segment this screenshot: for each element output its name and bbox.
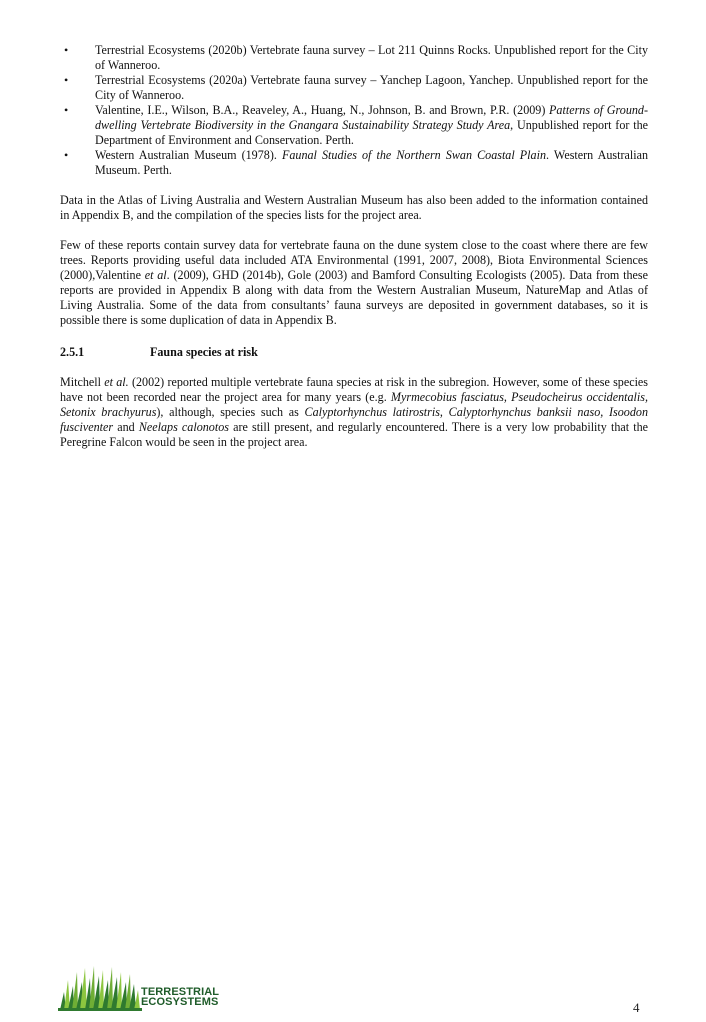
bullet-icon: • <box>64 43 69 57</box>
italic-text: et al. <box>104 375 129 389</box>
logo-wordmark <box>141 987 219 1007</box>
section-number: 2.5.1 <box>60 345 85 359</box>
reference-item <box>60 103 648 148</box>
italic-text: Patterns of Ground-dwelling Vertebrate Biodiversity in the Gnangara Sustainability Strategy Study Area <box>95 103 648 132</box>
reference-item <box>60 73 648 103</box>
italic-text: Faunal Studies of the Northern Swan Coastal Plain <box>281 148 546 162</box>
italic-text: et al <box>144 268 167 282</box>
paragraph-data-sources: Data in the Atlas of Living Australia and Western Australian Museum has also been added to the information contained in Appendix B, and the compilation of the species lists for the project area. <box>60 193 648 222</box>
reference-text: Valentine, I.E., Wilson, B.A., Reaveley, A., Huang, N., Johnson, B. and Brown, P.R. (2009) Patterns of Ground-dwelling Vertebrate Biodiversity in the Gnangara Sustainability Strategy Study Area, Unpublished report for the Department of Environment and Conservation. Perth. <box>95 103 648 147</box>
logo-line-1: TERRESTRIAL <box>141 986 220 998</box>
reference-text: Western Australian Museum (1978). Faunal Studies of the Northern Swan Coastal Plain. Western Australian Museum. Perth. <box>95 148 649 177</box>
bullet-icon: • <box>64 103 69 117</box>
page-number: 4 <box>633 1000 640 1015</box>
section-title: Fauna species at risk <box>150 345 258 359</box>
italic-text: Myrmecobius fasciatus, Pseudocheirus occidentalis, Setonix brachyurus <box>60 390 648 419</box>
logo-line-2: ECOSYSTEMS <box>141 996 219 1008</box>
section-heading <box>60 345 648 360</box>
reference-item <box>60 148 648 178</box>
italic-text: Neelaps calonotos <box>138 420 229 434</box>
bullet-icon: • <box>64 73 69 87</box>
paragraph-species-at-risk: Mitchell et al. (2002) reported multiple vertebrate fauna species at risk in the subregion. However, some of these species have not been recorded near the project area for many years (e.g. Myrmecobius fasciatus, Pseudocheirus occidentalis, Setonix brachyurus), although, species such as Calyptorhynchus latirostris, Calyptorhynchus banksii naso, Isoodon fusciventer and Neelaps calonotos are still present, and regularly encountered. There is a very low probability that the Peregrine Falcon would be seen in the project area. <box>60 375 649 449</box>
paragraph-survey-reports: Few of these reports contain survey data for vertebrate fauna on the dune system close to the coast where there are few trees. Reports providing useful data included ATA Environmental (1991, 2007, 2008), Biota Environmental Sciences (2000),Valentine et al. (2009), GHD (2014b), Gole (2003) and Bamford Consulting Ecologists (2005). Data from these reports are provided in Appendix B along with data from the Western Australian Museum, NatureMap and Atlas of Living Australia. Some of the data from consultants’ fauna surveys are deposited in government databases, so it is possible there is some duplication of data in Appendix B. <box>60 238 648 327</box>
reference-text: Terrestrial Ecosystems (2020b) Vertebrate fauna survey – Lot 211 Quinns Rocks. Unpublished report for the City of Wanneroo. <box>95 43 648 72</box>
bullet-icon: • <box>64 148 69 162</box>
reference-item <box>60 43 648 73</box>
reference-text: Terrestrial Ecosystems (2020a) Vertebrate fauna survey – Yanchep Lagoon, Yanchep. Unpublished report for the City of Wanneroo. <box>95 73 648 102</box>
italic-text: Calyptorhynchus latirostris, Calyptorhynchus banksii naso, Isoodon fusciventer <box>60 405 648 434</box>
grass-blades <box>60 966 140 1010</box>
reference-list <box>60 43 648 178</box>
page-content <box>60 43 648 450</box>
terrestrial-ecosystems-logo <box>58 962 228 1012</box>
